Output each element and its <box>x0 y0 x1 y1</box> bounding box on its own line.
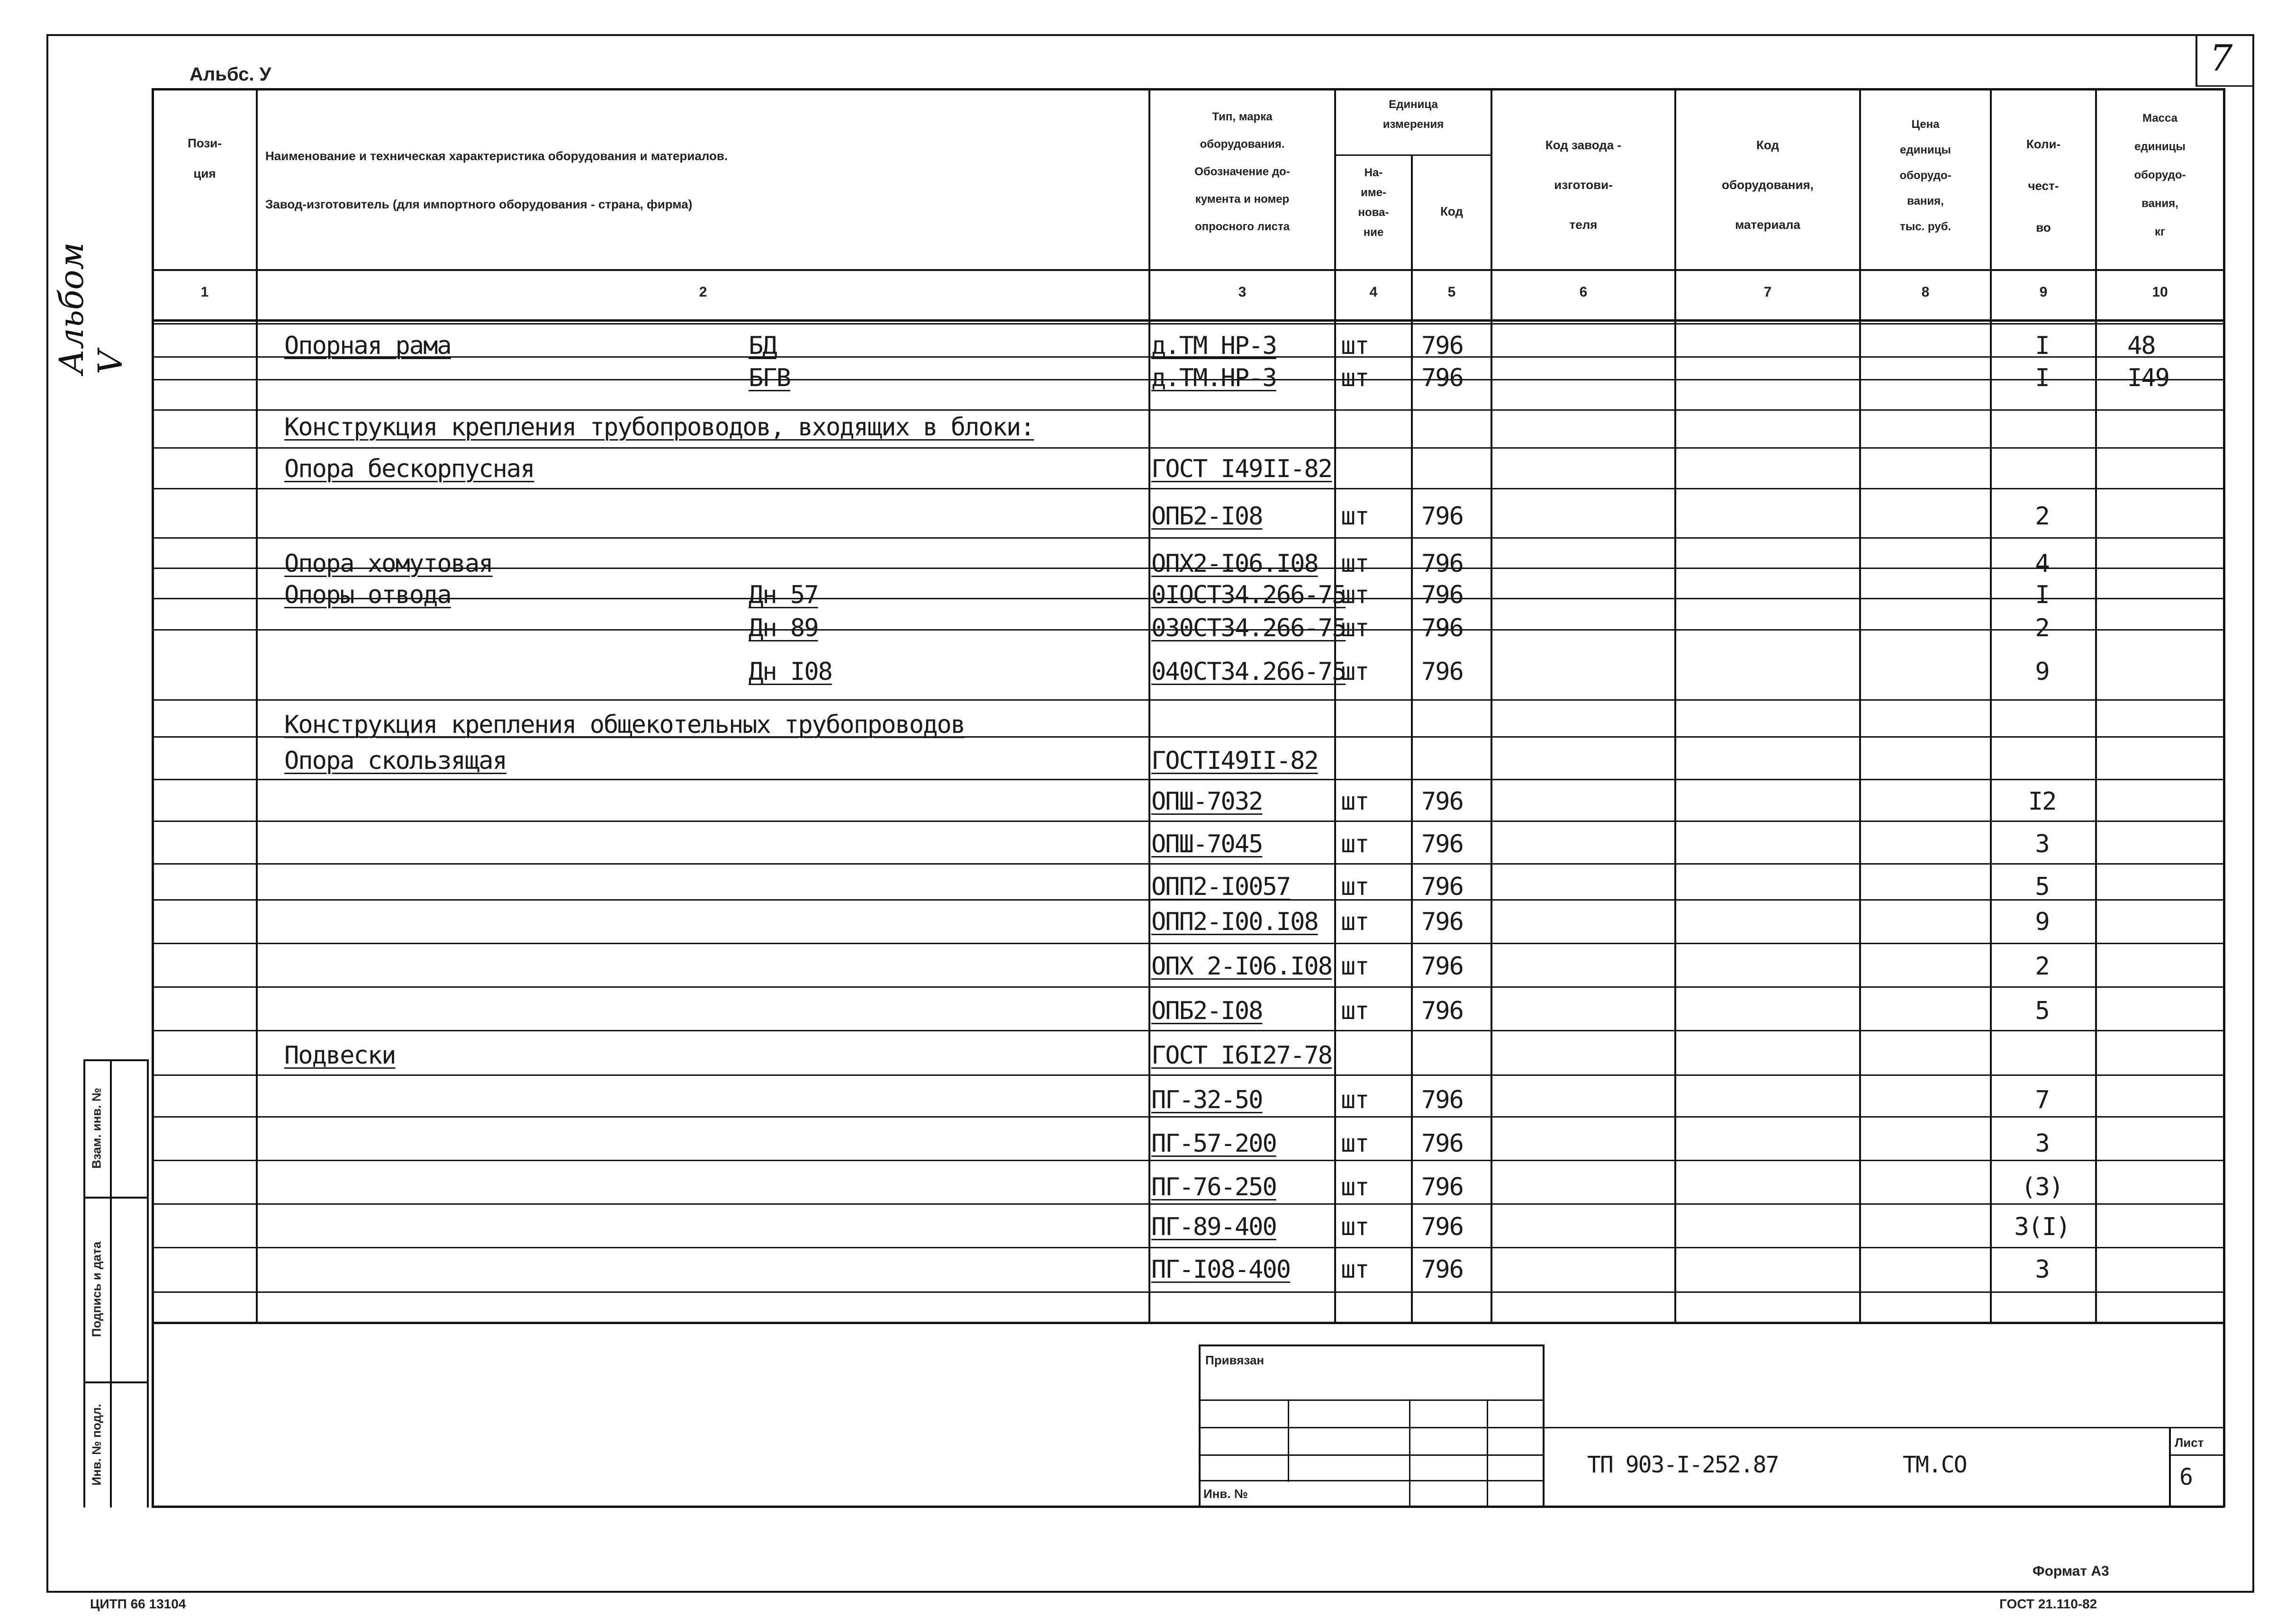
colnum-3: 3 <box>1238 284 1247 300</box>
row-qty: I2 <box>2028 787 2056 816</box>
row-qty: 3(I) <box>2014 1213 2070 1241</box>
row-doc: ОПП2-I0057 <box>1151 873 1291 901</box>
side-sign-date: Подпись и дата <box>89 1241 104 1337</box>
row-line <box>152 1030 2224 1031</box>
row-qty: 7 <box>2035 1086 2049 1114</box>
tb-v3 <box>1487 1399 1488 1507</box>
row-doc: ПГ-76-250 <box>1151 1173 1276 1201</box>
row-unit: шт <box>1341 908 1369 936</box>
tb-right-inner <box>1543 1344 1545 1507</box>
footer-format: Формат А3 <box>2033 1563 2109 1579</box>
row-doc: д.ТМ НР-3 <box>1151 332 1276 360</box>
row-unit-code: 796 <box>1421 332 1463 360</box>
row-doc: ОПШ-7045 <box>1151 830 1263 858</box>
row-line <box>152 1291 2224 1293</box>
header-type: Тип, марка оборудования. Обозначение до- кумента и номер опросного листа <box>1194 110 1290 233</box>
col-line-3 <box>1334 88 1336 1323</box>
row-line <box>152 821 2224 822</box>
stamp-linked: Привязан <box>1205 1353 1265 1367</box>
row-qty: (3) <box>2021 1173 2063 1201</box>
colnum-bottom-line <box>152 319 2224 322</box>
row-unit-code: 796 <box>1421 658 1463 686</box>
tb-sheet-box-left <box>2169 1427 2171 1507</box>
row-line <box>152 943 2224 944</box>
table-top <box>152 88 2224 90</box>
tb-v2 <box>1409 1399 1410 1507</box>
row-line <box>152 1160 2224 1161</box>
row-line <box>152 447 2224 449</box>
tb-row1 <box>1199 1399 1545 1401</box>
row-unit-code: 796 <box>1421 873 1463 901</box>
row-unit: шт <box>1341 614 1369 642</box>
colnum-7: 7 <box>1763 284 1772 300</box>
colnum-8: 8 <box>1921 284 1930 300</box>
row-unit: шт <box>1341 997 1369 1025</box>
row-unit: шт <box>1341 1173 1369 1201</box>
side-stamp-top <box>83 1059 149 1061</box>
row-qty: I <box>2035 332 2049 360</box>
row-line <box>152 863 2224 865</box>
row-unit-code: 796 <box>1421 787 1463 816</box>
header-unit-group: Единица измерения <box>1382 98 1444 131</box>
tb-row4 <box>1199 1480 1545 1481</box>
tb-row3 <box>1199 1454 1545 1456</box>
row-unit-code: 796 <box>1421 614 1463 642</box>
table-bottom <box>152 1506 2224 1508</box>
header-unit-name: На- име- нова- ние <box>1358 166 1389 239</box>
album-label: Альбс. У <box>190 64 271 85</box>
header-name: Наименование и техническая характеристика оборудования и материалов. Завод-изготовитель (для импортного оборудования - страна, фирма) <box>265 149 728 211</box>
colnum-9: 9 <box>2039 284 2048 300</box>
row-unit-code: 796 <box>1421 908 1463 936</box>
row-qty: 3 <box>2035 1129 2049 1158</box>
row-unit: шт <box>1341 1086 1369 1114</box>
row-unit: шт <box>1341 952 1369 981</box>
header-unit-code: Код <box>1440 204 1463 218</box>
row-unit: шт <box>1341 787 1369 816</box>
side-stamp-mid <box>110 1059 112 1507</box>
side-stamp-left <box>83 1059 85 1507</box>
col-line-4 <box>1411 154 1413 1323</box>
row-subname: БГВ <box>749 364 790 392</box>
row-doc: ПГ-32-50 <box>1151 1086 1263 1114</box>
row-unit-code: 796 <box>1421 1086 1463 1114</box>
row-mass: I49 <box>2127 364 2169 392</box>
row-line <box>152 1247 2224 1248</box>
row-unit: шт <box>1341 873 1369 901</box>
row-doc: ОПП2-I00.I08 <box>1151 908 1318 936</box>
row-unit: шт <box>1341 1255 1369 1284</box>
row-qty: 5 <box>2035 997 2049 1025</box>
row-line <box>152 1203 2224 1205</box>
side-stamp-right <box>147 1059 149 1507</box>
row-unit-code: 796 <box>1421 1213 1463 1241</box>
row-doc: ПГ-I08-400 <box>1151 1255 1291 1284</box>
row-qty: 2 <box>2035 502 2049 531</box>
col-line-8 <box>1990 88 1992 1323</box>
handwritten-album-label: Альбом V <box>52 242 130 374</box>
row-unit-code: 796 <box>1421 364 1463 392</box>
colnum-5: 5 <box>1447 284 1456 300</box>
row-doc: ОПБ2-I08 <box>1151 997 1263 1025</box>
row-doc: ОПХ 2-I06.I08 <box>1151 952 1332 981</box>
header-plant-code: Код завода - изготови- теля <box>1545 138 1622 232</box>
row-subname: Дн I08 <box>749 658 832 686</box>
row-name: Подвески <box>284 1041 396 1070</box>
row-unit-code: 796 <box>1421 952 1463 981</box>
row-unit: шт <box>1341 332 1369 360</box>
row-unit-code: 796 <box>1421 581 1463 609</box>
row-doc: ГОСТ I49II-82 <box>1151 455 1332 483</box>
row-doc: 030СТ34.266-75 <box>1151 614 1346 642</box>
unit-subheader-line <box>1334 154 1491 156</box>
row-unit-code: 796 <box>1421 830 1463 858</box>
row-name: Опоры отвода <box>284 581 451 609</box>
outer-frame-right <box>2252 34 2254 1593</box>
tb-top <box>1199 1344 1545 1346</box>
row-qty: I <box>2035 364 2049 392</box>
row-subname: БД <box>749 332 777 360</box>
row-name: Конструкция крепления трубопроводов, входящих в блоки: <box>284 413 1034 442</box>
row-unit: шт <box>1341 1129 1369 1158</box>
corner-number: 7 <box>2210 37 2233 79</box>
header-price: Цена единицы оборудо- вания, тыс. руб. <box>1899 118 1952 233</box>
row-line <box>152 323 2224 325</box>
col-line-2 <box>1148 88 1150 1323</box>
row-name: Опора бескорпусная <box>284 455 534 483</box>
tb-sheet-box-mid <box>2169 1454 2224 1456</box>
row-line <box>152 537 2224 539</box>
stamp-sheet-no: 6 <box>2179 1464 2192 1490</box>
row-qty: 2 <box>2035 614 2049 642</box>
row-name: Опора хомутовая <box>284 550 493 578</box>
header-position: Пози- ция <box>188 136 222 180</box>
row-unit-code: 796 <box>1421 1173 1463 1201</box>
row-unit-code: 796 <box>1421 997 1463 1025</box>
row-doc: 040СТ34.266-75 <box>1151 658 1346 686</box>
row-doc: д.ТМ.НР-3 <box>1151 364 1276 392</box>
row-unit: шт <box>1341 1213 1369 1241</box>
header-mass: Масса единицы оборудо- вания, кг <box>2134 112 2186 238</box>
row-line <box>152 986 2224 988</box>
header-quantity: Коли- чест- во <box>2026 137 2061 235</box>
row-unit-code: 796 <box>1421 1129 1463 1158</box>
row-line <box>152 779 2224 780</box>
stamp-inv-no: Инв. № <box>1203 1487 1248 1501</box>
stamp-section: ТМ.СО <box>1903 1452 1967 1478</box>
colnum-6: 6 <box>1579 284 1588 300</box>
row-qty: 5 <box>2035 873 2049 901</box>
header-equipment-code: Код оборудования, материала <box>1722 138 1814 232</box>
row-line <box>152 1074 2224 1076</box>
outer-frame-left <box>46 34 48 1593</box>
row-doc: 0IОСТ34.266-75 <box>1151 581 1346 609</box>
row-qty: 3 <box>2035 1255 2049 1284</box>
colnum-10: 10 <box>2152 284 2168 300</box>
row-unit: шт <box>1341 550 1369 578</box>
footer-left-code: ЦИТП 66 13104 <box>90 1597 186 1611</box>
colnum-1: 1 <box>200 284 209 300</box>
row-doc: ОПШ-7032 <box>1151 787 1263 816</box>
colnum-2: 2 <box>699 284 707 300</box>
table-left <box>152 88 154 1507</box>
row-doc: ОПХ2-I06.I08 <box>1151 550 1318 578</box>
row-unit: шт <box>1341 658 1369 686</box>
col-line-6 <box>1674 88 1676 1323</box>
row-line <box>152 409 2224 411</box>
row-qty: 4 <box>2035 550 2049 578</box>
row-line <box>152 1116 2224 1118</box>
row-doc: ГОСТ I6I27-78 <box>1151 1041 1332 1070</box>
row-doc: ПГ-57-200 <box>1151 1129 1276 1158</box>
tb-v1 <box>1288 1399 1289 1482</box>
col-line-7 <box>1859 88 1861 1323</box>
row-line <box>152 488 2224 489</box>
tb-long-row <box>1543 1427 2224 1428</box>
row-qty: I <box>2035 581 2049 609</box>
outer-frame-bottom <box>46 1591 2254 1593</box>
row-unit: шт <box>1341 502 1369 531</box>
row-qty: 9 <box>2035 658 2049 686</box>
row-doc: ОПБ2-I08 <box>1151 502 1263 531</box>
col-line-5 <box>1491 88 1492 1323</box>
row-qty: 3 <box>2035 830 2049 858</box>
corner-box-bottom <box>2196 85 2254 87</box>
stamp-doc-code: ТП 903-I-252.87 <box>1587 1452 1779 1478</box>
row-qty: 9 <box>2035 908 2049 936</box>
side-replace-inv: Взам. инв. № <box>89 1088 104 1169</box>
row-subname: Дн 89 <box>749 614 818 642</box>
colnum-4: 4 <box>1369 284 1378 300</box>
row-line <box>152 699 2224 701</box>
footer-gost: ГОСТ 21.110-82 <box>1999 1597 2097 1611</box>
row-subname: Дн 57 <box>749 581 818 609</box>
corner-box-left <box>2196 34 2197 86</box>
row-unit: шт <box>1341 364 1369 392</box>
row-mass: 48 <box>2127 332 2155 360</box>
body-bottom-line <box>152 1322 2224 1324</box>
row-unit: шт <box>1341 830 1369 858</box>
side-inv-orig: Инв. № подл. <box>89 1404 104 1486</box>
row-name: Опорная рама <box>284 332 451 360</box>
row-name: Опора скользящая <box>284 747 506 775</box>
row-unit-code: 796 <box>1421 1255 1463 1284</box>
row-doc: ПГ-89-400 <box>1151 1213 1276 1241</box>
row-unit-code: 796 <box>1421 502 1463 531</box>
stamp-sheet-label: Лист <box>2175 1435 2204 1450</box>
outer-frame-top <box>46 34 2254 36</box>
tb-left <box>1199 1344 1201 1507</box>
header-bottom-line <box>152 269 2224 271</box>
table-right <box>2223 88 2225 1507</box>
row-doc: ГОСТI49II-82 <box>1151 747 1318 775</box>
row-name: Конструкция крепления общекотельных трубопроводов <box>284 711 965 739</box>
col-line-9 <box>2095 88 2097 1323</box>
col-line-1 <box>256 88 258 1323</box>
row-unit: шт <box>1341 581 1369 609</box>
row-unit-code: 796 <box>1421 550 1463 578</box>
row-qty: 2 <box>2035 952 2049 981</box>
